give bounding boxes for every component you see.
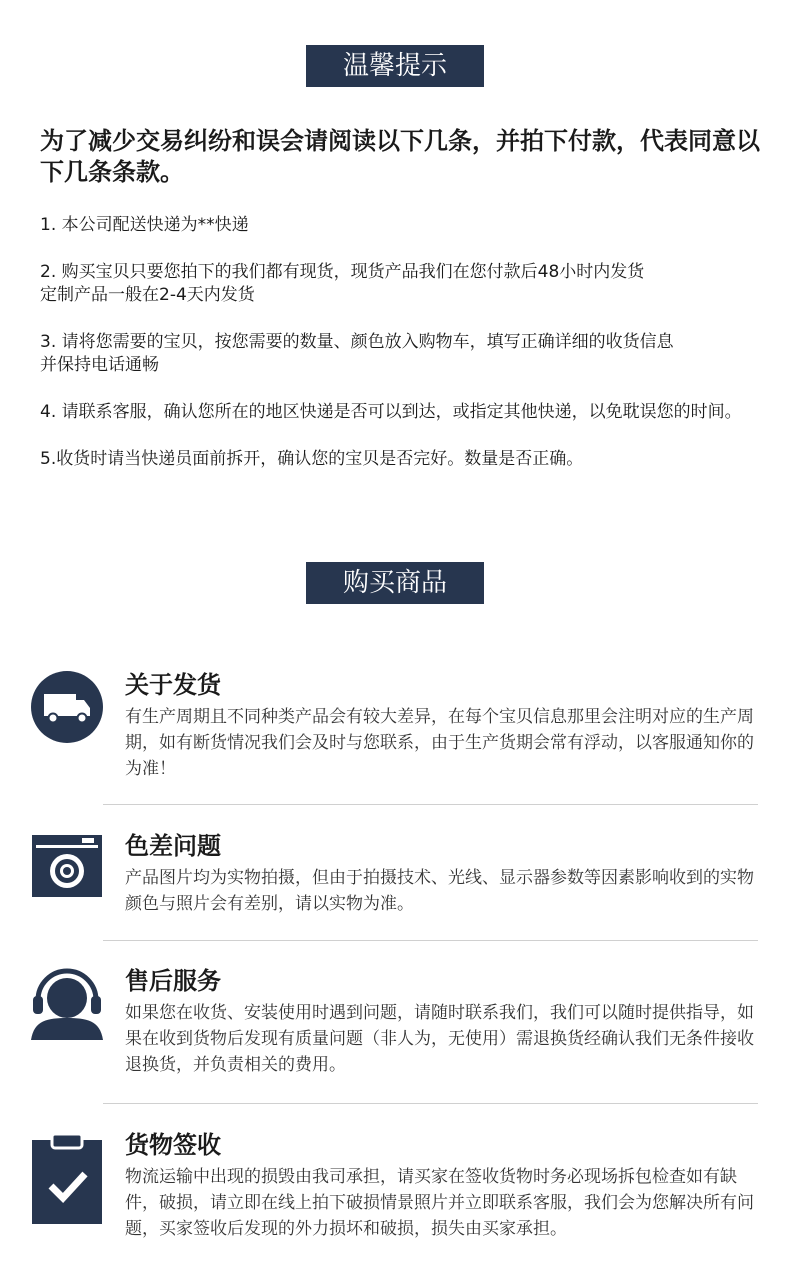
divider [103,940,758,941]
feature-title: 色差问题 [125,832,221,860]
rule-item: 3. 请将您需要的宝贝，按您需要的数量、颜色放入购物车，填写正确详细的收货信息 并保持电话通畅 [40,332,674,375]
feature-text: 有生产周期且不同种类产品会有较大差异，在每个宝贝信息那里会注明对应的生产周期，如有断货情况我们会及时与您联系，由于生产货期会常有浮动，以客服通知你的为准！ [125,707,754,779]
intro-text: 为了减少交易纠纷和误会请阅读以下几条，并拍下付款，代表同意以下几条条款。 [40,127,760,186]
notice-banner: 温馨提示 [306,45,484,87]
rule-item: 4. 请联系客服，确认您所在的地区快递是否可以到达，或指定其他快递，以免耽误您的时间。 [40,402,742,422]
purchase-banner: 购买商品 [306,562,484,604]
truck-icon [30,670,104,744]
clipboard-check-icon [30,1130,104,1226]
feature-title: 售后服务 [125,967,221,995]
divider [103,804,758,805]
headset-icon [30,966,104,1040]
feature-text: 如果您在收货、安装使用时遇到问题，请随时联系我们，我们可以随时提供指导，如果在收到货物后发现有质量问题（非人为，无使用）需退换货经确认我们无条件接收退换货，并负责相关的费用。 [125,1003,754,1075]
rule-item: 2. 购买宝贝只要您拍下的我们都有现货，现货产品我们在您付款后48小时内发货 定制产品一般在2-4天内发货 [40,262,645,305]
camera-icon [30,831,104,905]
feature-text: 物流运输中出现的损毁由我司承担，请买家在签收货物时务必现场拆包检查如有缺件，破损，请立即在线上拍下破损情景照片并立即联系客服，我们会为您解决所有问题，买家签收后发现的外力损坏和破损，损失由买家承担。 [125,1167,754,1239]
feature-title: 货物签收 [125,1131,221,1159]
rule-item: 1. 本公司配送快递为**快递 [40,215,249,235]
feature-title: 关于发货 [125,671,221,699]
rules-list [40,214,760,495]
divider [103,1103,758,1104]
rule-item: 5.收货时请当快递员面前拆开，确认您的宝贝是否完好。数量是否正确。 [40,449,584,469]
feature-text: 产品图片均为实物拍摄，但由于拍摄技术、光线、显示器参数等因素影响收到的实物颜色与照片会有差别，请以实物为准。 [125,868,754,914]
